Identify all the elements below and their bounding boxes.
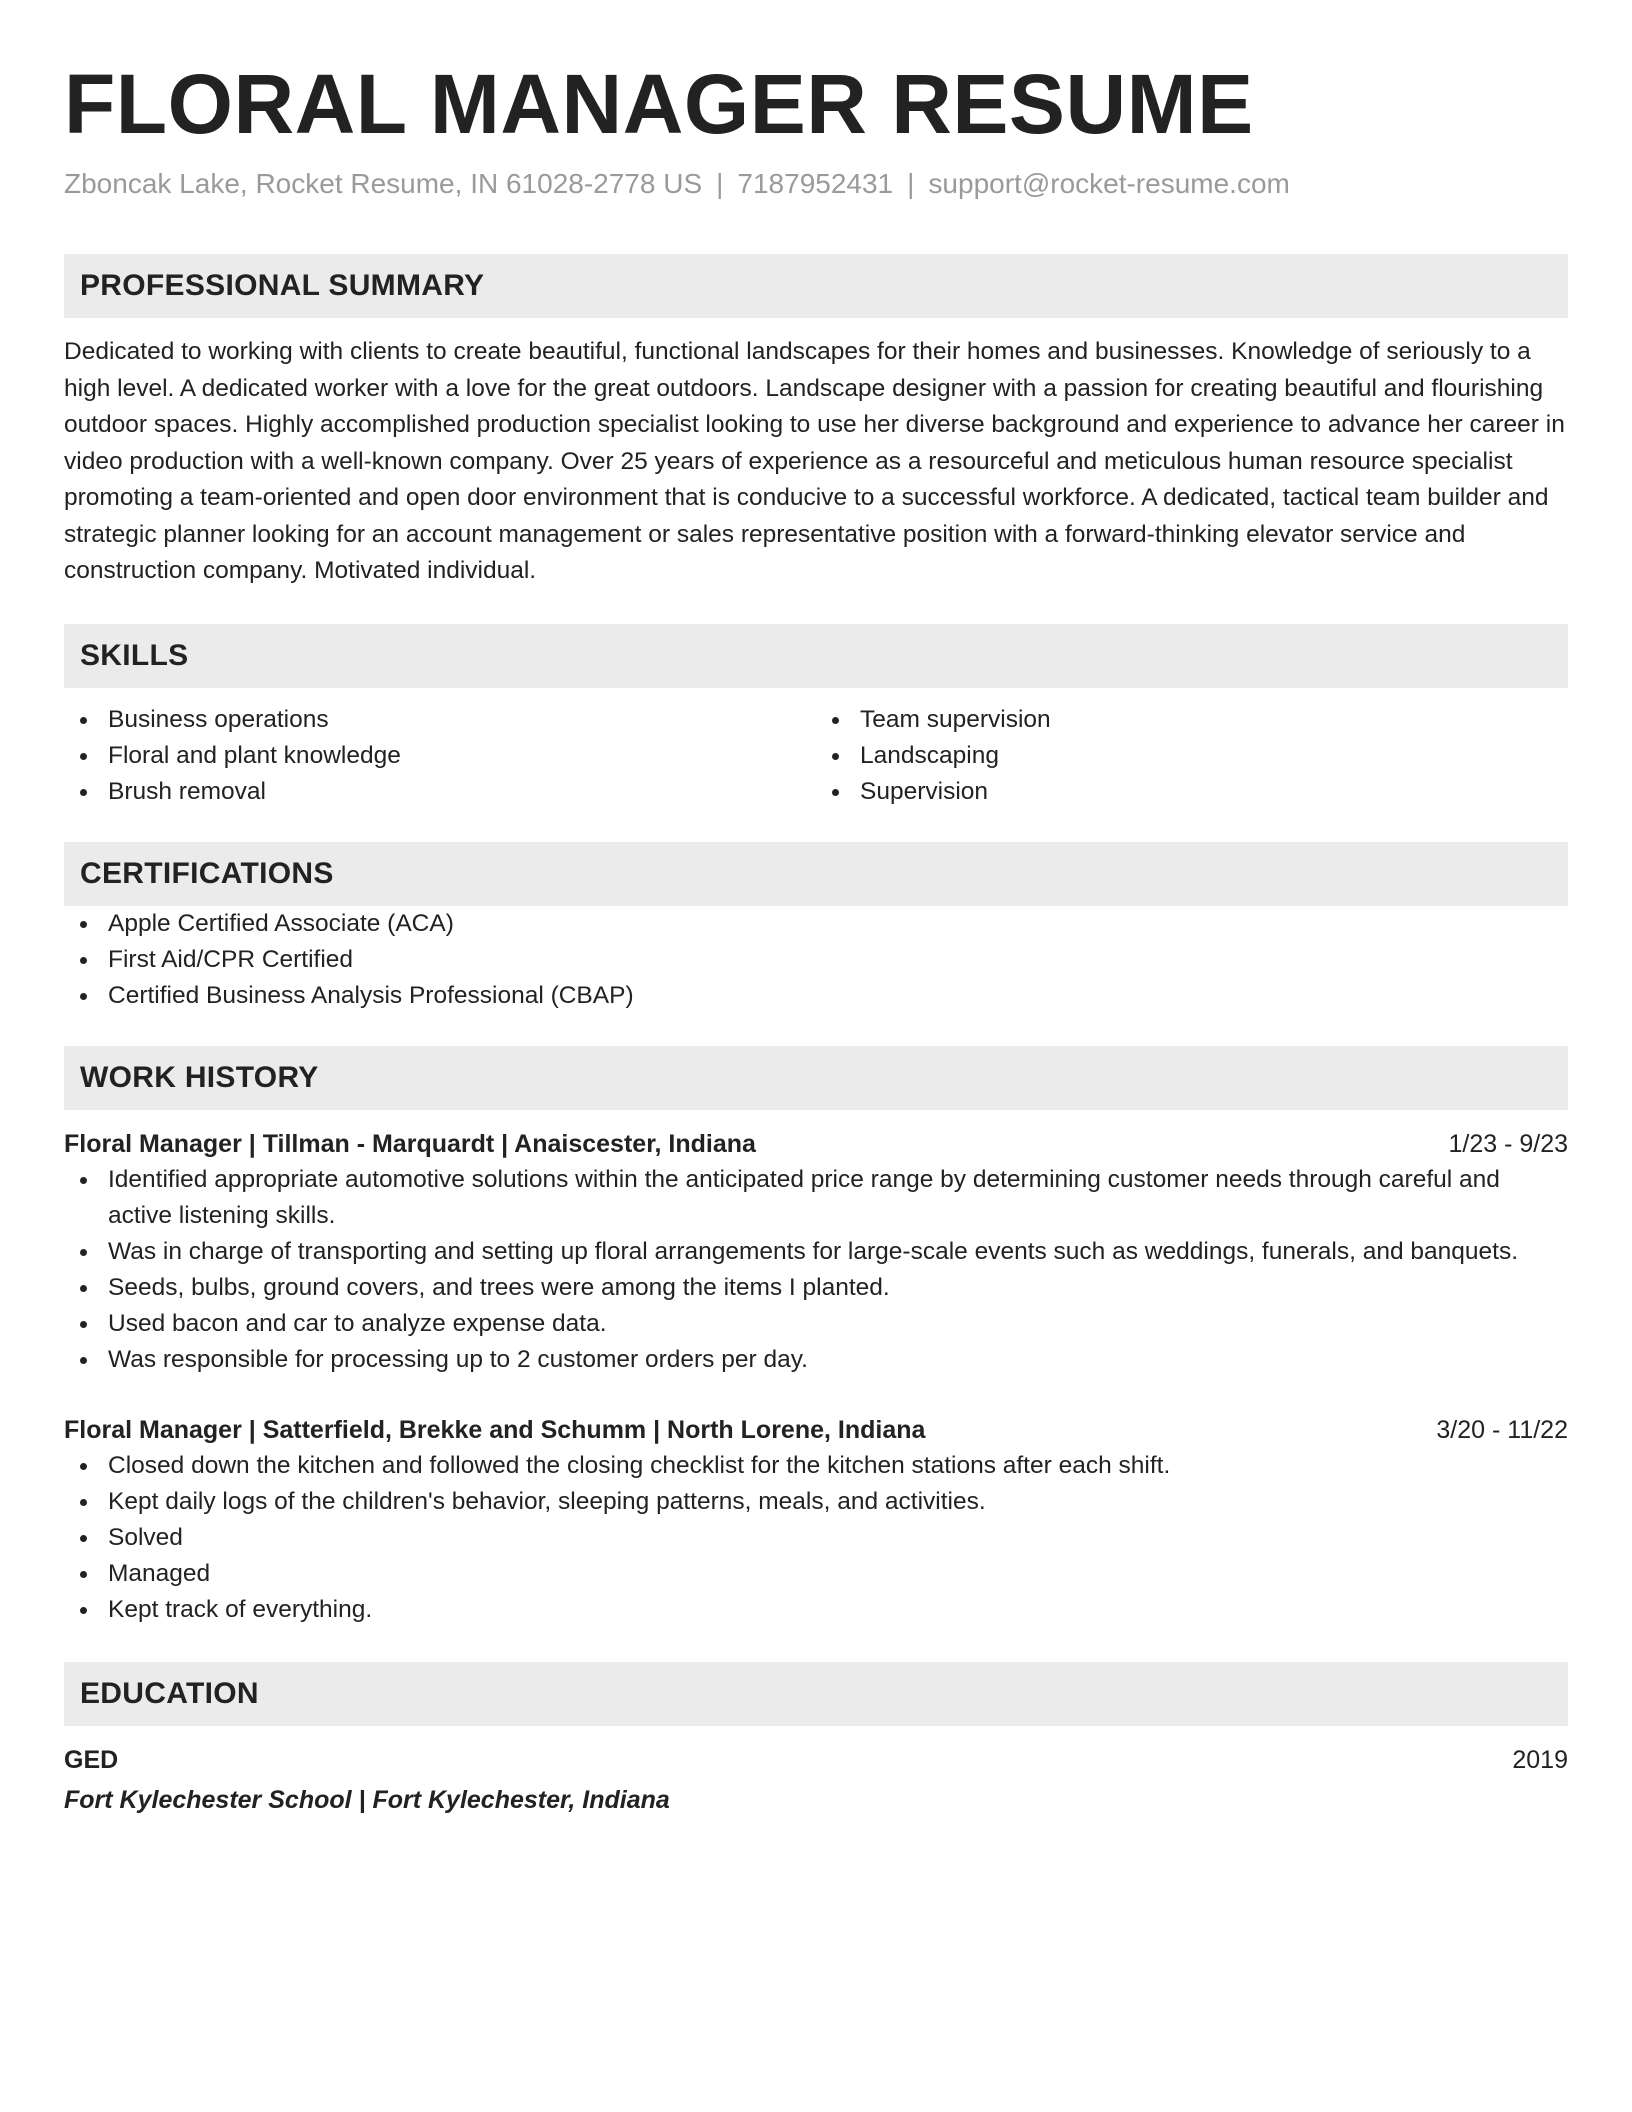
job-duty-item: Solved bbox=[64, 1520, 1568, 1556]
job-title: Floral Manager | Tillman - Marquardt | Anaiscester, Indiana bbox=[64, 1129, 756, 1158]
certification-item: Certified Business Analysis Professional (CBAP) bbox=[64, 978, 1568, 1014]
skills-column-left bbox=[64, 702, 816, 810]
job-duty-item: Used bacon and car to analyze expense data. bbox=[64, 1306, 1568, 1342]
contact-line bbox=[64, 166, 1568, 202]
job-duty-item: Closed down the kitchen and followed the closing checklist for the kitchen stations after each shift. bbox=[64, 1448, 1568, 1484]
section-title-education: EDUCATION bbox=[80, 1676, 259, 1710]
job-dates: 1/23 - 9/23 bbox=[1448, 1129, 1568, 1158]
job-duty-item: Identified appropriate automotive solutions within the anticipated price range by determining customer needs through careful and active listening skills. bbox=[64, 1162, 1568, 1234]
job-duty-item: Kept track of everything. bbox=[64, 1592, 1568, 1628]
contact-separator: | bbox=[907, 168, 915, 199]
job-duty-item: Seeds, bulbs, ground covers, and trees were among the items I planted. bbox=[64, 1270, 1568, 1306]
certification-item: Apple Certified Associate (ACA) bbox=[64, 906, 1568, 942]
job-header bbox=[64, 1412, 1568, 1448]
section-header-certifications bbox=[64, 842, 1568, 906]
contact-separator: | bbox=[716, 168, 724, 199]
job-duties-list bbox=[64, 1448, 1568, 1628]
education-degree: GED bbox=[64, 1745, 119, 1774]
section-header-summary bbox=[64, 254, 1568, 318]
skills-column-right bbox=[816, 702, 1568, 810]
section-header-skills bbox=[64, 624, 1568, 688]
contact-email: support@rocket-resume.com bbox=[928, 168, 1290, 199]
job-duties-list bbox=[64, 1162, 1568, 1378]
section-title-certifications: CERTIFICATIONS bbox=[80, 856, 334, 890]
skill-item: Floral and plant knowledge bbox=[64, 738, 816, 774]
section-title-work-history: WORK HISTORY bbox=[80, 1060, 319, 1094]
skill-item: Supervision bbox=[816, 774, 1568, 810]
resume-title: FLORAL MANAGER RESUME bbox=[64, 57, 1254, 151]
certification-item: First Aid/CPR Certified bbox=[64, 942, 1568, 978]
section-title-skills: SKILLS bbox=[80, 638, 189, 672]
education-year: 2019 bbox=[1512, 1745, 1568, 1774]
education-school: Fort Kylechester School | Fort Kylechester, Indiana bbox=[64, 1785, 670, 1814]
job-duty-item: Kept daily logs of the children's behavior, sleeping patterns, meals, and activities. bbox=[64, 1484, 1568, 1520]
job-duty-item: Was responsible for processing up to 2 customer orders per day. bbox=[64, 1342, 1568, 1378]
section-header-work-history bbox=[64, 1046, 1568, 1110]
section-title-summary: PROFESSIONAL SUMMARY bbox=[80, 269, 485, 302]
skill-item: Team supervision bbox=[816, 702, 1568, 738]
skills-grid bbox=[64, 702, 1568, 810]
job-entry bbox=[64, 1126, 1568, 1378]
job-header bbox=[64, 1126, 1568, 1162]
skill-item: Landscaping bbox=[816, 738, 1568, 774]
job-duty-item: Was in charge of transporting and setting up floral arrangements for large-scale events such as weddings, funerals, and banquets. bbox=[64, 1234, 1568, 1270]
contact-address: Zboncak Lake, Rocket Resume, IN 61028-2778 US bbox=[64, 168, 703, 199]
skill-item: Brush removal bbox=[64, 774, 816, 810]
skill-item: Business operations bbox=[64, 702, 816, 738]
contact-phone: 7187952431 bbox=[737, 168, 894, 199]
job-title: Floral Manager | Satterfield, Brekke and Schumm | North Lorene, Indiana bbox=[64, 1415, 926, 1444]
certifications-list bbox=[64, 906, 1568, 1014]
section-header-education bbox=[64, 1662, 1568, 1726]
job-dates: 3/20 - 11/22 bbox=[1436, 1415, 1568, 1444]
summary-text: Dedicated to working with clients to create beautiful, functional landscapes for their homes and businesses. Knowledge of seriously to a high level. A dedicated worker with a love for the great outdoors. Landscape designer with a passion for creating beautiful and flourishing outdoor spaces. Highly accomplished production specialist looking to use her diverse background and experience to advance her career in video production with a well-known company. Over 25 years of experience as a resourceful and meticulous human resource specialist promoting a team-oriented and open door environment that is conducive to a successful workforce. A dedicated, tactical team builder and strategic planner looking for an account management or sales representative position with a forward-thinking elevator service and construction company. Motivated individual. bbox=[64, 338, 1565, 584]
job-duty-item: Managed bbox=[64, 1556, 1568, 1592]
education-header bbox=[64, 1742, 1568, 1778]
job-entry bbox=[64, 1412, 1568, 1628]
